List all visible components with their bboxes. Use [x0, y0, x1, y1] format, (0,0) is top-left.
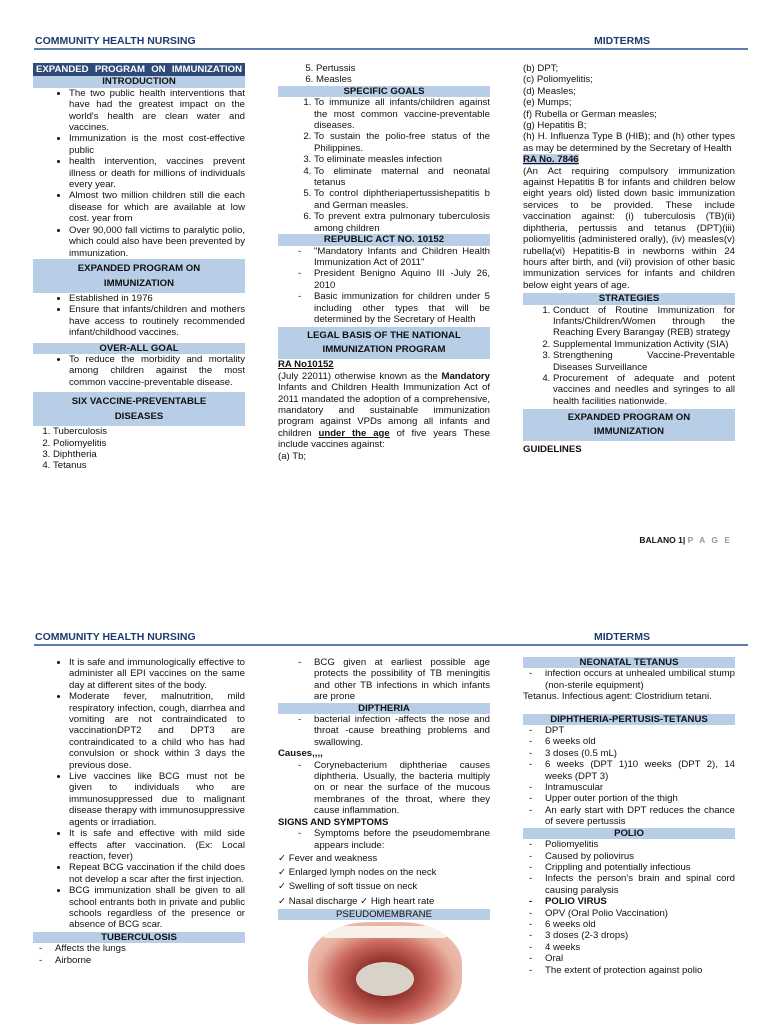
vaccine-h: (h) H. Influenza Type B (HIB); and (h) other types as may be determined by the Secretary of Health [523, 131, 735, 154]
dpt-list [523, 725, 735, 828]
list-item: • It is safe and effective with mild side effects after vaccination. (Ex: Local reaction, fever) [69, 828, 245, 862]
list-item: • Live vaccines like BCG must not be given to individuals who are immunosuppressed due to malignant disease therapy with immunosuppressive agents or irradiation. [69, 771, 245, 828]
list-item: - 6 weeks old [545, 736, 735, 747]
list-item: • The two public health interventions that have had the greatest impact on the world's health are clean water and vaccines. [69, 88, 245, 134]
para-bold: Mandatory [441, 370, 490, 382]
bcg-list [278, 657, 490, 703]
list-item: 5. To control diphtheriapertussishepatitis b and German measles. [314, 188, 490, 211]
list-item: 3. Strengthening Vaccine-Preventable Diseases Surveillance [553, 350, 735, 373]
causes-list [278, 760, 490, 817]
symptom-item: ✓ Fever and weakness [278, 852, 378, 864]
list-item: • It is safe and immunologically effective to administer all EPI vaccines on the same day at different sites of the body. [69, 657, 245, 691]
list-item: - 6 weeks old [545, 919, 735, 930]
list-item: 4. Tetanus [53, 460, 245, 471]
list-item: 1. To immunize all infants/children against the most common vaccine-preventable diseases. [314, 97, 490, 131]
list-item: - Poliomyelitis [545, 839, 735, 850]
signs-list [278, 828, 490, 851]
footer-name: BALANO 1 [639, 535, 683, 545]
heading-strategies: STRATEGIES [523, 293, 735, 304]
p1-column-2 [278, 63, 490, 462]
ra-7846-label [523, 154, 735, 165]
list-item: 4. Procurement of adequate and potent vaccines and needles and syringes to all health facilities nationwide. [553, 373, 735, 407]
vaccine-line: (g) Hepatitis B; [523, 120, 587, 132]
list-item: 6. Measles [316, 74, 490, 85]
neonatal-text: Tetanus. Infectious agent: Clostridium tetani. [523, 691, 712, 703]
heading-introduction: INTRODUCTION [33, 76, 245, 87]
para-part: (July 22011) otherwise known as the [278, 370, 438, 382]
vaccine-line: (f) Rubella or German measles; [523, 108, 657, 120]
membrane-shape [356, 962, 414, 996]
guidelines-label: GUIDELINES [523, 444, 582, 456]
list-item: 1. Tuberculosis [53, 426, 245, 437]
vaccine-line: (c) Poliomyelitis; [523, 74, 593, 86]
header-term: MIDTERMS [594, 631, 650, 643]
symptom-item: ✓ Enlarged lymph nodes on the neck [278, 867, 437, 879]
list-item: - Basic immunization for children under 5 including other types that will be determined by the Secretary of Health [314, 291, 490, 325]
list-item: - Crippling and potentially infectious [545, 862, 735, 873]
heading-legal-basis: LEGAL BASIS OF THE NATIONAL IMMUNIZATION PROGRAM [278, 327, 490, 359]
para-part: Infants and Children Health Immunization Act of 2011 mandated the adoption of a comprehensive, mandatory and sustainable immunization program against VPDs among all infants and children [278, 382, 490, 439]
list-item: - Intramuscular [545, 782, 735, 793]
para-underline: under the age [318, 427, 390, 439]
header-course-title: COMMUNITY HEALTH NURSING [35, 631, 196, 643]
list-item: 3. To eliminate measles infection [314, 154, 490, 165]
list-item: • Immunization is the most cost-effective public [69, 133, 245, 156]
heading-pseudomembrane: PSEUDOMEMBRANE [278, 909, 490, 920]
list-item: - Oral [545, 953, 735, 964]
list-item: - infection occurs at unhealed umbilical stump (non-sterile equipment) [545, 668, 735, 691]
list-item: - Infects the person's brain and spinal cord causing paralysis [545, 873, 735, 896]
disease-list-continued [278, 63, 490, 86]
list-item: 2. To sustain the polio-free status of the Philippines. [314, 131, 490, 154]
list-item: - 3 doses (0.5 mL) [545, 748, 735, 759]
list-item: • To reduce the morbidity and mortality among children against the most common vaccine-preventable disease. [69, 354, 245, 388]
para-part: of five years These include vaccines against: [278, 427, 491, 451]
list-item: - Symptoms before the pseudomembrane appears include: [314, 828, 490, 851]
page-footer [639, 535, 732, 546]
heading-tuberculosis: TUBERCULOSIS [33, 932, 245, 943]
list-item: - BCG given at earliest possible age protects the possibility of TB meningitis and other TB infections in which infants are prone [314, 657, 490, 703]
list-item: 2. Poliomyelitis [53, 438, 245, 449]
list-item: - Affects the lungs [55, 943, 245, 954]
diphtheria-list [278, 714, 490, 748]
throat-photo [308, 922, 490, 1024]
symptom-item: ✓ Swelling of soft tissue on neck [278, 881, 418, 893]
list-item: 1. Conduct of Routine Immunization for Infants/Children/Women through the Reaching Every Barangay (REB) strategy [553, 305, 735, 339]
header-course-title: COMMUNITY HEALTH NURSING [35, 35, 196, 47]
list-item: • Almost two million children still die each disease for which are available at low cost. year from [69, 190, 245, 224]
list-item: • Repeat BCG vaccination if the child does not develop a scar after the first injection. [69, 862, 245, 885]
header-term: MIDTERMS [594, 35, 650, 47]
epi-list [33, 293, 245, 339]
ra-number-label: RA No10152 [278, 359, 334, 371]
heading-epi: EXPANDED PROGRAM ON IMMUNIZATION [33, 259, 245, 293]
tb-list [33, 943, 245, 966]
symptom-item: ✓ Nasal discharge ✓ High heart rate [278, 895, 435, 907]
list-item: 4. To eliminate maternal and neonatal tetanus [314, 166, 490, 189]
list-item: - President Benigno Aquino III -July 26, 2010 [314, 268, 490, 291]
goal-list [33, 354, 245, 388]
heading-six-diseases: SIX VACCINE-PREVENTABLE DISEASES [33, 392, 245, 426]
teeth-shape [323, 926, 447, 938]
footer-page: P A G E [687, 535, 732, 545]
list-item: - The extent of protection against polio [545, 965, 735, 976]
heading-ra-10152: REPUBLIC ACT NO. 10152 [278, 234, 490, 245]
signs-label: SIGNS AND SYMPTOMS [278, 816, 389, 828]
page-2 [0, 600, 768, 1024]
p1-column-3 [523, 63, 735, 456]
list-item: - bacterial infection -affects the nose and throat -cause breathing problems and swallowing. [314, 714, 490, 748]
causes-label: Causes,,,, [278, 748, 323, 760]
legal-basis-paragraph [278, 371, 490, 451]
heading-dpt: DIPHTHERIA-PERTUSIS-TETANUS [523, 714, 735, 725]
symptom-checklist [278, 852, 490, 909]
list-item: - Upper outer portion of the thigh [545, 793, 735, 804]
throat-image [308, 922, 462, 1024]
list-item: • BCG immunization shall be given to all school entrants both in private and public schools regardless of the presence or absence of BCG scar. [69, 885, 245, 931]
neonatal-list [523, 668, 735, 691]
six-disease-list [33, 426, 245, 472]
polio-virus-label: - POLIO VIRUS [545, 896, 735, 907]
ra-10152-list [278, 246, 490, 326]
vaccine-line: (b) DPT; [523, 63, 559, 74]
list-item: 2. Supplemental Immunization Activity (SIA) [553, 339, 735, 350]
vaccine-lines [523, 63, 735, 131]
section-title-epi: EXPANDED PROGRAM ON IMMUNIZATION [33, 63, 245, 76]
list-item: - DPT [545, 725, 735, 736]
list-item: - "Mandatory Infants and Children Health Immunization Act of 2011" [314, 246, 490, 269]
vaccine-line: (e) Mumps; [523, 97, 572, 109]
guidelines-list [33, 657, 245, 931]
heading-neonatal-tetanus: NEONATAL TETANUS [523, 657, 735, 668]
list-item: • Moderate fever, malnutrition, mild respiratory infection, cough, diarrhea and vomiting are not contraindicated to vaccinationDPT2 and DPT3 are contraindicated to a child who has had convulsion or shock within 3 days the previous dose. [69, 691, 245, 771]
page-header [34, 626, 748, 646]
intro-list [33, 88, 245, 259]
list-item: - 4 weeks [545, 942, 735, 953]
ra-7846: RA No. 7846 [523, 154, 579, 166]
polio-virus-items [523, 908, 735, 976]
list-item: - OPV (Oral Polio Vaccination) [545, 908, 735, 919]
polio-virus-list [523, 896, 735, 907]
vaccine-line: (d) Measles; [523, 85, 576, 97]
heading-diphtheria: DIPTHERIA [278, 703, 490, 714]
vaccine-a: (a) Tb; [278, 450, 307, 462]
p1-column-1 [33, 63, 245, 472]
list-item: - 3 doses (2-3 drops) [545, 930, 735, 941]
specific-goals-list [278, 97, 490, 234]
list-item: • Established in 1976 [69, 293, 245, 304]
ra-7846-text: (An Act requiring compulsory immunization against Hepatitis B for infants and children below eight years old) listed down basic immunization services to be provided. These include vaccination against: (i) tuberculosis (TB)(ii) diphtheria, pertussis and tetanus (DPT)(iii) poliomyelitis (administered orally), (iv) measles(v) rubella(vi) Hepatitis-B in newborns within 24 hours after birth, and (vii) provision of other basic immunization services for infants and children below eight years of age. [523, 165, 735, 291]
p2-column-1 [33, 657, 245, 966]
list-item: - Corynebacterium diphtheriae causes diphtheria. Usually, the bacteria multiply on or near the surface of the mucous membranes of the throat, where they cause inflammation. [314, 760, 490, 817]
list-item: - Caused by poliovirus [545, 851, 735, 862]
heading-polio: POLIO [523, 828, 735, 839]
list-item: - 6 weeks (DPT 1)10 weeks (DPT 2), 14 weeks (DPT 3) [545, 759, 735, 782]
list-item: - An early start with DPT reduces the chance of severe pertussis [545, 805, 735, 828]
list-item: - Airborne [55, 955, 245, 966]
heading-specific-goals: SPECIFIC GOALS [278, 86, 490, 97]
heading-epi-2: EXPANDED PROGRAM ON IMMUNIZATION [523, 409, 735, 441]
page-header [34, 30, 748, 50]
list-item: 5. Pertussis [316, 63, 490, 74]
footer-sep: | [682, 535, 686, 545]
p2-column-3 [523, 657, 735, 976]
list-item: • Over 90,000 fall victims to paralytic polio, which could also have been prevented by immunization. [69, 225, 245, 259]
list-item: 3. Diphtheria [53, 449, 245, 460]
polio-list [523, 839, 735, 896]
list-item: • health intervention, vaccines prevent illness or death for millions of individuals every year. [69, 156, 245, 190]
p2-column-2 [278, 657, 490, 1024]
list-item: 6. To prevent extra pulmonary tuberculosis among children [314, 211, 490, 234]
strategies-list [523, 305, 735, 408]
heading-overall-goal: OVER-ALL GOAL [33, 343, 245, 354]
list-item: • Ensure that infants/children and mothers have access to routinely recommended infant/childhood vaccines. [69, 304, 245, 338]
